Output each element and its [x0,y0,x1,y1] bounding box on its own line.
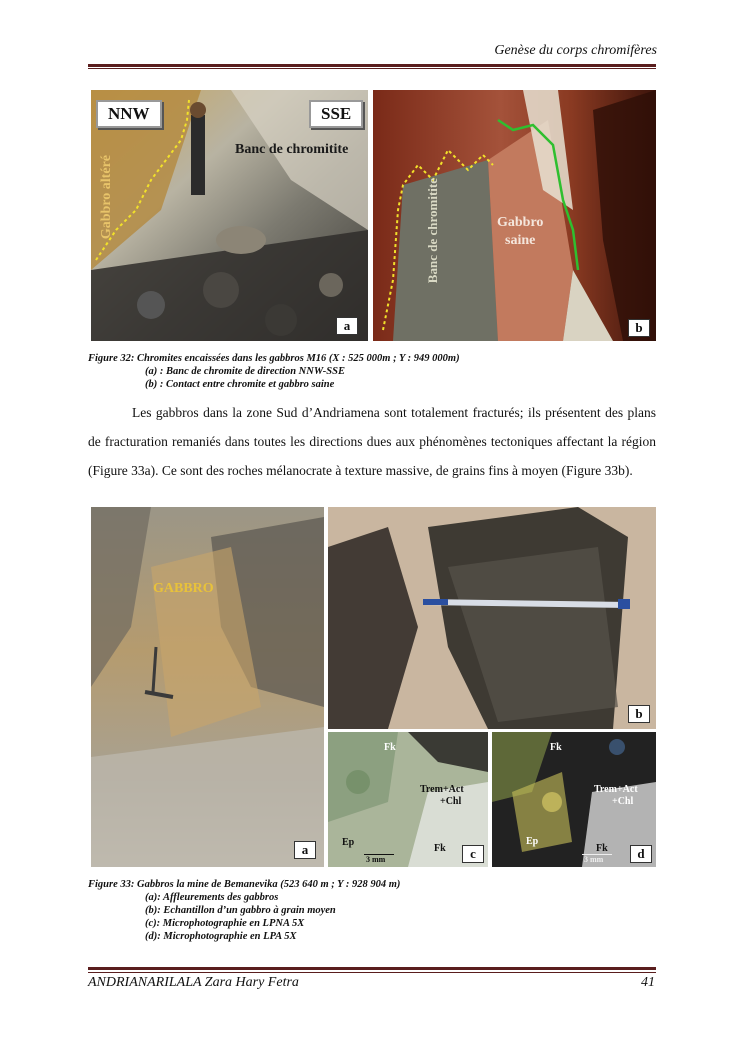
panel-letter-33b: b [628,705,650,723]
panel-letter-33c: c [462,845,484,863]
running-header: Genèse du corps chromifères [494,43,657,58]
label-gabbro-outcrop: GABBRO [153,581,214,596]
direction-label-sse: SSE [309,100,363,128]
header-rule [88,64,656,67]
figure-33a-photo [91,507,324,867]
label-ep-c: Ep [342,837,355,848]
label-trem-c: Trem+Act [420,784,464,795]
figure-33-caption-title: Figure 33: Gabbros la mine de Bemanevika (523 640 m ; Y : 928 904 m) [88,879,401,890]
body-paragraph [88,398,656,485]
label-fk-top-d: Fk [550,742,562,753]
label-gabbro-altere: Gabbro altéré [99,155,114,240]
label-fk-bottom-c: Fk [434,843,446,854]
figure-32-caption [88,352,460,391]
figure-33-caption-d: (d): Microphotographie en LPA 5X [145,931,297,942]
figure-32-caption-title: Figure 32: Chromites encaissées dans les gabbros M16 (X : 525 000m ; Y : 949 000m) [88,353,460,364]
figure-33-caption [88,878,400,943]
page-number: 41 [641,975,655,990]
label-saine: saine [505,233,536,248]
header-rule-thin [88,68,656,69]
figure-33b-photo [328,507,656,729]
footer-rule-thin [88,972,656,973]
label-gabbro: Gabbro [497,215,544,230]
figure-33d-photo [492,732,656,867]
label-chl-d: +Chl [612,796,634,807]
figure-32b-photo [373,90,656,341]
direction-label-nnw: NNW [96,100,162,128]
label-banc-chromitite: Banc de chromitite [235,142,349,157]
panel-letter-33d: d [630,845,652,863]
label-trem-d: Trem+Act [594,784,638,795]
label-chl-c: +Chl [440,796,462,807]
label-ep-d: Ep [526,836,539,847]
label-banc-chromitite-b: Banc de chromitite [425,178,440,284]
scale-label-d: 3 mm [584,855,604,864]
label-fk-bottom-d: Fk [596,843,608,854]
figure-32-caption-a: (a) : Banc de chromite de direction NNW-SSE [145,366,345,377]
footer-author: ANDRIANARILALA Zara Hary Fetra [88,975,299,990]
body-paragraph-text: Les gabbros dans la zone Sud d’Andriamena sont totalement fracturés; ils présentent des plans de fracturation remaniés dans toutes les directions dues aux phénomènes tectoniques affectant la région (Figure 33a). Ce sont des roches mélanocrate à texture massive, de grains fins à moyen (Figure 33b). [88,405,656,478]
scale-label-c: 3 mm [366,855,386,864]
footer-rule [88,967,656,970]
panel-letter-33a: a [294,841,316,859]
figure-33-caption-b: (b): Echantillon d’un gabbro à grain moyen [145,905,336,916]
panel-letter-b: b [628,319,650,337]
figure-33-caption-c: (c): Microphotographie en LPNA 5X [145,918,305,929]
panel-letter-a: a [336,317,358,335]
label-fk-top-c: Fk [384,742,396,753]
figure-33c-photo [328,732,488,867]
figure-32-caption-b: (b) : Contact entre chromite et gabbro saine [145,379,335,390]
figure-32a-photo [91,90,368,341]
figure-33-caption-a: (a): Affleurements des gabbros [145,892,279,903]
